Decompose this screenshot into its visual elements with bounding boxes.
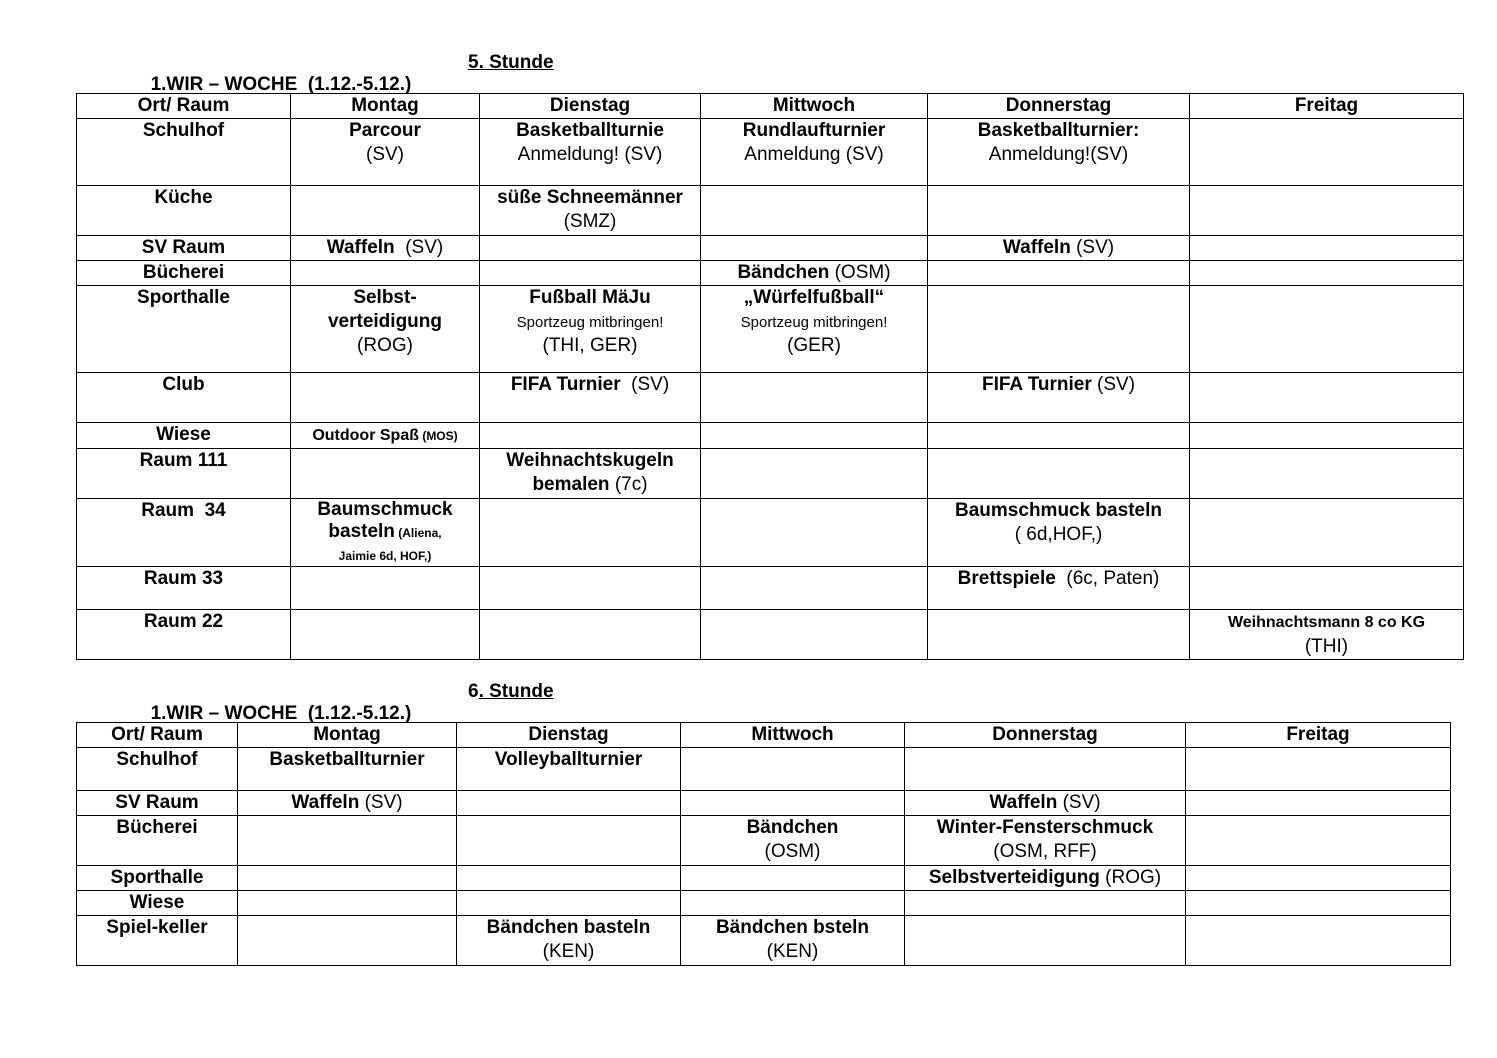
empty-cell bbox=[1190, 449, 1464, 499]
activity-cell bbox=[291, 119, 480, 186]
activity-cell bbox=[1190, 610, 1464, 660]
empty-cell bbox=[457, 891, 681, 916]
activity-note: (KEN) bbox=[542, 941, 595, 962]
empty-cell bbox=[457, 791, 681, 816]
empty-cell bbox=[238, 816, 457, 866]
activity-cell: Volleyballturnier bbox=[457, 748, 681, 791]
activity-name: Weihnachtsmann 8 co KG bbox=[1227, 614, 1426, 631]
activity-cell bbox=[238, 791, 457, 816]
activity-cell bbox=[480, 119, 701, 186]
ort-cell: Raum 22 bbox=[77, 610, 291, 660]
empty-cell bbox=[1190, 186, 1464, 236]
empty-cell bbox=[701, 449, 928, 499]
schedule-table-5-stunde bbox=[76, 93, 1464, 660]
activity-name: Bändchen basteln bbox=[486, 917, 651, 938]
empty-cell bbox=[238, 866, 457, 891]
activity-name: Selbstverteidigung bbox=[928, 867, 1100, 888]
empty-cell bbox=[905, 748, 1186, 791]
header-donnerstag: Donnerstag bbox=[905, 723, 1186, 748]
empty-cell bbox=[1190, 423, 1464, 449]
activity-note: (SV) bbox=[394, 237, 444, 258]
ort-cell: Wiese bbox=[77, 891, 238, 916]
table-row bbox=[77, 286, 1464, 373]
activity-note: (ROG) bbox=[357, 335, 413, 356]
empty-cell bbox=[480, 423, 701, 449]
empty-cell bbox=[480, 610, 701, 660]
table-row bbox=[77, 261, 1464, 286]
activity-name: Bändchen bbox=[746, 817, 839, 838]
section1-stunde: 5. Stunde bbox=[468, 52, 554, 73]
activity-cell bbox=[905, 791, 1186, 816]
empty-cell bbox=[238, 891, 457, 916]
header-ort: Ort/ Raum bbox=[77, 723, 238, 748]
activity-name: Bändchen bsteln bbox=[715, 917, 870, 938]
empty-cell bbox=[928, 261, 1190, 286]
activity-note: (SV) bbox=[366, 144, 404, 165]
header-ort: Ort/ Raum bbox=[77, 94, 291, 119]
empty-cell bbox=[291, 261, 480, 286]
activity-cell bbox=[681, 816, 905, 866]
ort-cell: Sporthalle bbox=[77, 866, 238, 891]
table-row bbox=[77, 610, 1464, 660]
activity-name: Waffeln bbox=[989, 792, 1058, 813]
empty-cell bbox=[701, 499, 928, 567]
table-row bbox=[77, 423, 1464, 449]
header-donnerstag: Donnerstag bbox=[928, 94, 1190, 119]
empty-cell bbox=[291, 186, 480, 236]
empty-cell bbox=[1190, 286, 1464, 373]
table-row bbox=[77, 891, 1451, 916]
activity-cell bbox=[291, 423, 480, 449]
activity-note: ( 6d,HOF,) bbox=[1014, 524, 1103, 545]
empty-cell bbox=[928, 610, 1190, 660]
empty-cell bbox=[928, 286, 1190, 373]
table-row bbox=[77, 791, 1451, 816]
activity-note: (MOS) bbox=[418, 429, 458, 443]
activity-note: (SV) bbox=[620, 374, 670, 395]
activity-cell bbox=[928, 499, 1190, 567]
activity-name: basteln bbox=[328, 521, 395, 542]
activity-cell bbox=[701, 261, 928, 286]
header-freitag: Freitag bbox=[1186, 723, 1451, 748]
activity-note: Anmeldung! (SV) bbox=[517, 144, 663, 165]
table-row bbox=[77, 186, 1464, 236]
empty-cell bbox=[291, 449, 480, 499]
activity-name: FIFA Turnier bbox=[981, 374, 1092, 395]
activity-name: Baumschmuck basteln bbox=[955, 500, 1162, 521]
activity-name: Selbst- bbox=[353, 287, 417, 308]
empty-cell bbox=[480, 236, 701, 261]
ort-cell: Wiese bbox=[77, 423, 291, 449]
header-freitag: Freitag bbox=[1190, 94, 1464, 119]
activity-note: (GER) bbox=[787, 335, 841, 356]
table-row bbox=[77, 567, 1464, 610]
activity-note: (SV) bbox=[1070, 237, 1115, 258]
activity-cell bbox=[905, 866, 1186, 891]
activity-cell bbox=[701, 119, 928, 186]
empty-cell bbox=[681, 866, 905, 891]
empty-cell bbox=[1186, 816, 1451, 866]
empty-cell bbox=[1190, 261, 1464, 286]
ort-cell: Raum 111 bbox=[77, 449, 291, 499]
activity-note: (OSM, RFF) bbox=[993, 841, 1097, 862]
activity-cell bbox=[928, 236, 1190, 261]
activity-cell bbox=[681, 916, 905, 966]
ort-cell: Bücherei bbox=[77, 261, 291, 286]
empty-cell bbox=[291, 373, 480, 423]
table-row bbox=[77, 748, 1451, 791]
empty-cell bbox=[1190, 373, 1464, 423]
activity-name: Weihnachtskugeln bbox=[506, 450, 674, 471]
empty-cell bbox=[1186, 916, 1451, 966]
activity-note: (ROG) bbox=[1099, 867, 1162, 888]
empty-cell bbox=[701, 186, 928, 236]
table-row bbox=[77, 373, 1464, 423]
activity-note: (SV) bbox=[1057, 792, 1101, 813]
table-header-row bbox=[77, 723, 1451, 748]
activity-note: (THI) bbox=[1304, 636, 1349, 657]
ort-cell: Club bbox=[77, 373, 291, 423]
empty-cell bbox=[681, 748, 905, 791]
ort-cell: SV Raum bbox=[77, 791, 238, 816]
table-row bbox=[77, 499, 1464, 567]
ort-cell: Spiel-keller bbox=[77, 916, 238, 966]
activity-note: (SV) bbox=[1091, 374, 1136, 395]
ort-cell: SV Raum bbox=[77, 236, 291, 261]
section2-stunde-number: 6 bbox=[468, 681, 479, 702]
activity-note: (6c, Paten) bbox=[1055, 568, 1160, 589]
activity-note: (KEN) bbox=[766, 941, 819, 962]
empty-cell bbox=[480, 567, 701, 610]
activity-name: Baumschmuck bbox=[317, 499, 453, 520]
empty-cell bbox=[238, 916, 457, 966]
empty-cell bbox=[681, 791, 905, 816]
empty-cell bbox=[480, 499, 701, 567]
activity-note: (OSM) bbox=[829, 262, 891, 283]
activity-name: Waffeln bbox=[291, 792, 360, 813]
activity-name: bemalen bbox=[532, 474, 610, 495]
activity-name: verteidigung bbox=[327, 311, 442, 332]
empty-cell bbox=[457, 866, 681, 891]
empty-cell bbox=[1190, 119, 1464, 186]
activity-name: Parcour bbox=[349, 120, 421, 141]
empty-cell bbox=[457, 816, 681, 866]
empty-cell bbox=[905, 916, 1186, 966]
header-montag: Montag bbox=[291, 94, 480, 119]
table-row bbox=[77, 119, 1464, 186]
empty-cell bbox=[1190, 236, 1464, 261]
header-mittwoch: Mittwoch bbox=[681, 723, 905, 748]
activity-name: Waffeln bbox=[326, 237, 395, 258]
activity-name: Brettspiele bbox=[957, 568, 1056, 589]
activity-note: Anmeldung (SV) bbox=[744, 144, 884, 165]
empty-cell bbox=[1190, 567, 1464, 610]
activity-cell bbox=[291, 236, 480, 261]
empty-cell bbox=[1186, 891, 1451, 916]
header-dienstag: Dienstag bbox=[480, 94, 701, 119]
activity-name: süße Schneemänner bbox=[497, 187, 683, 208]
activity-name: Outdoor Spaß bbox=[312, 427, 419, 444]
ort-cell: Raum 33 bbox=[77, 567, 291, 610]
empty-cell bbox=[681, 891, 905, 916]
activity-note: (SMZ) bbox=[563, 211, 617, 232]
empty-cell bbox=[1186, 791, 1451, 816]
activity-hint: Sportzeug mitbringen! bbox=[516, 314, 664, 331]
activity-note: (THI, GER) bbox=[542, 335, 638, 356]
activity-note: (SV) bbox=[359, 792, 403, 813]
section2-stunde bbox=[468, 681, 554, 703]
table-row bbox=[77, 816, 1451, 866]
ort-cell: Schulhof bbox=[77, 119, 291, 186]
activity-name: Waffeln bbox=[1002, 237, 1071, 258]
empty-cell bbox=[1186, 866, 1451, 891]
activity-note: (OSM) bbox=[764, 841, 821, 862]
empty-cell bbox=[928, 449, 1190, 499]
activity-cell: Basketballturnier bbox=[238, 748, 457, 791]
table-header-row bbox=[77, 94, 1464, 119]
activity-cell bbox=[480, 286, 701, 373]
activity-note: (7c) bbox=[609, 474, 648, 495]
activity-cell bbox=[701, 286, 928, 373]
activity-note: Jaimie 6d, HOF,) bbox=[338, 549, 432, 563]
empty-cell bbox=[701, 610, 928, 660]
activity-cell bbox=[480, 373, 701, 423]
activity-name: Winter-Fensterschmuck bbox=[936, 817, 1154, 838]
empty-cell bbox=[291, 610, 480, 660]
activity-name: Basketballturnier: bbox=[977, 120, 1140, 141]
activity-name: Basketballturnie bbox=[516, 120, 664, 141]
empty-cell bbox=[480, 261, 701, 286]
activity-name: Fußball MäJu bbox=[529, 287, 651, 308]
section2-title: 1.WIR – WOCHE (1.12.-5.12.) bbox=[150, 703, 412, 724]
activity-name: „Würfelfußball“ bbox=[743, 287, 885, 308]
ort-cell: Raum 34 bbox=[77, 499, 291, 567]
empty-cell bbox=[701, 423, 928, 449]
ort-cell: Sporthalle bbox=[77, 286, 291, 373]
ort-cell: Bücherei bbox=[77, 816, 238, 866]
header-montag: Montag bbox=[238, 723, 457, 748]
activity-cell bbox=[480, 449, 701, 499]
activity-cell bbox=[291, 499, 480, 567]
empty-cell bbox=[905, 891, 1186, 916]
empty-cell bbox=[928, 423, 1190, 449]
schedule-table-6-stunde bbox=[76, 722, 1451, 966]
activity-note: (Aliena, bbox=[394, 526, 442, 540]
activity-cell bbox=[905, 816, 1186, 866]
activity-cell bbox=[928, 567, 1190, 610]
activity-cell bbox=[457, 916, 681, 966]
empty-cell bbox=[291, 567, 480, 610]
activity-name: FIFA Turnier bbox=[510, 374, 621, 395]
activity-cell bbox=[480, 186, 701, 236]
ort-cell: Küche bbox=[77, 186, 291, 236]
table-row bbox=[77, 449, 1464, 499]
empty-cell bbox=[701, 236, 928, 261]
header-mittwoch: Mittwoch bbox=[701, 94, 928, 119]
table-row bbox=[77, 916, 1451, 966]
activity-hint: Sportzeug mitbringen! bbox=[740, 314, 888, 331]
activity-note: Anmeldung!(SV) bbox=[988, 144, 1129, 165]
empty-cell bbox=[701, 373, 928, 423]
activity-cell bbox=[928, 373, 1190, 423]
activity-cell bbox=[291, 286, 480, 373]
empty-cell bbox=[1190, 499, 1464, 567]
activity-name: Bändchen bbox=[737, 262, 830, 283]
header-dienstag: Dienstag bbox=[457, 723, 681, 748]
ort-cell: Schulhof bbox=[77, 748, 238, 791]
section2-stunde-label: . Stunde bbox=[478, 681, 554, 702]
section1-title: 1.WIR – WOCHE (1.12.-5.12.) bbox=[150, 74, 412, 95]
empty-cell bbox=[701, 567, 928, 610]
activity-name: Rundlaufturnier bbox=[742, 120, 886, 141]
table-row bbox=[77, 866, 1451, 891]
table-row bbox=[77, 236, 1464, 261]
empty-cell bbox=[1186, 748, 1451, 791]
empty-cell bbox=[928, 186, 1190, 236]
activity-cell bbox=[928, 119, 1190, 186]
